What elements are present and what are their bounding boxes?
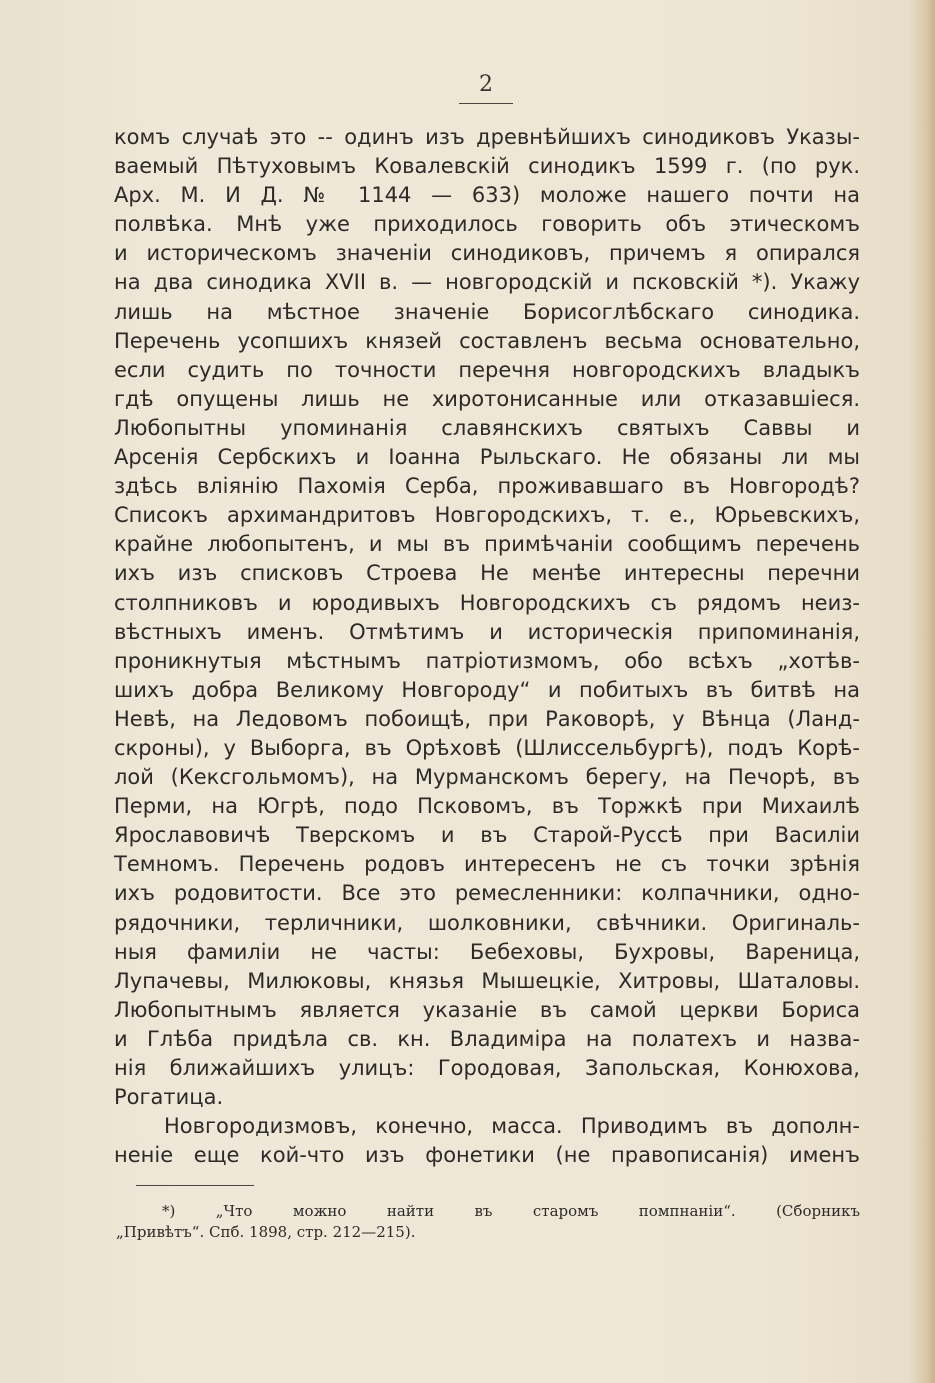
- paper-edge-stain: [909, 0, 935, 1383]
- text-line: Рогатица.: [114, 1085, 224, 1110]
- text-line: Темномъ. Перечень родовъ интересенъ не съ точки зрѣнія: [114, 852, 860, 877]
- text-line: Лупачевы, Милюковы, князья Мышецкіе, Хитровы, Шаталовы.: [114, 968, 860, 993]
- footnote: [116, 1201, 860, 1243]
- text-line: и историческомъ значеніи синодиковъ, причемъ я опирался: [114, 241, 860, 266]
- text-line: Невѣ, на Ледовомъ побоищѣ, при Раковорѣ, у Вѣнца (Ланд-: [114, 706, 860, 731]
- text-line: скроны), у Выборга, въ Орѣховѣ (Шлиссельбургѣ), подъ Корѣ-: [114, 735, 860, 760]
- text-line: лой (Кексгольмомъ), на Мурманскомъ берегу, на Печорѣ, въ: [114, 765, 860, 790]
- body-text: [114, 123, 860, 1170]
- text-line: Арх. М. И Д. № 1144 — 633) моложе нашего почти на: [114, 183, 860, 208]
- text-line: Ярославовичѣ Тверскомъ и въ Старой-Руссѣ при Василіи: [114, 823, 860, 848]
- text-line: ваемый Пѣтуховымъ Ковалевскій синодикъ 1599 г. (по рук.: [114, 154, 860, 179]
- text-line: на два синодика XVII в. — новгородскій и псковскій *). Укажу: [114, 270, 860, 295]
- text-line: ихъ изъ списковъ Строева Не менѣе интересны перечни: [114, 561, 860, 586]
- text-line: Перми, на Югрѣ, подо Псковомъ, въ Торжкѣ при Михаилѣ: [114, 794, 860, 819]
- text-line: рядочники, терличники, шолковники, свѣчники. Оригиналь-: [114, 910, 860, 935]
- text-line: если судить по точности перечня новгородскихъ владыкъ: [114, 357, 860, 382]
- text-line: здѣсь вліянію Пахомія Серба, проживавшаго въ Новгородѣ?: [114, 474, 860, 499]
- text-line: крайне любопытенъ, и мы въ примѣчаніи сообщимъ перечень: [114, 532, 860, 557]
- text-line: неніе еще кой-что изъ фонетики (не правописанія) именъ: [114, 1143, 860, 1168]
- text-line: ныя фамиліи не часты: Бебеховы, Бухровы, Вареница,: [114, 939, 860, 964]
- text-line: Любопытны упоминанія славянскихъ святыхъ Саввы и: [114, 415, 860, 440]
- page-number-rule: [459, 103, 513, 104]
- text-line: Любопытнымъ является указаніе въ самой церкви Бориса: [114, 997, 860, 1022]
- text-line: столпниковъ и юродивыхъ Новгородскихъ съ рядомъ неиз-: [114, 590, 860, 615]
- text-line: полвѣка. Мнѣ уже приходилось говорить объ этическомъ: [114, 212, 860, 237]
- page-number: 2: [479, 72, 493, 97]
- text-line: Новгородизмовъ, конечно, масса. Приводимъ въ дополн-: [164, 1114, 860, 1139]
- footnote-rule: [136, 1185, 254, 1186]
- text-line: проникнутыя мѣстнымъ патріотизмомъ, обо всѣхъ „хотѣв-: [114, 648, 860, 673]
- text-line: лишь на мѣстное значеніе Борисоглѣбскаго синодика.: [114, 299, 860, 324]
- footnote-line: *) „Что можно найти въ старомъ помпнаніи“. (Сборникъ: [162, 1202, 860, 1220]
- text-line: шихъ добра Великому Новгороду“ и побитыхъ въ битвѣ на: [114, 677, 860, 702]
- text-line: нія ближайшихъ улицъ: Городовая, Запольская, Конюхова,: [114, 1056, 860, 1080]
- text-line: Перечень усопшихъ князей составленъ весьма основательно,: [114, 328, 860, 353]
- text-line: гдѣ опущены лишь не хиротонисанные или отказавшіеся.: [114, 386, 860, 411]
- footnote-line: „Привѣтъ“. Спб. 1898, стр. 212—215).: [116, 1223, 416, 1241]
- text-line: Арсенія Сербскихъ и Іоанна Рыльскаго. Не обязаны ли мы: [114, 445, 860, 470]
- text-line: ихъ родовитости. Все это ремесленники: колпачники, одно-: [114, 881, 860, 906]
- text-line: комъ случаѣ это -- одинъ изъ древнѣйшихъ синодиковъ Указы-: [114, 125, 860, 149]
- text-line: Списокъ архимандритовъ Новгородскихъ, т. е., Юрьевскихъ,: [114, 503, 860, 528]
- text-line: и Глѣба придѣла св. кн. Владиміра на полатехъ и назва-: [114, 1026, 860, 1051]
- text-line: вѣстныхъ именъ. Отмѣтимъ и историческія припоминанія,: [114, 619, 860, 644]
